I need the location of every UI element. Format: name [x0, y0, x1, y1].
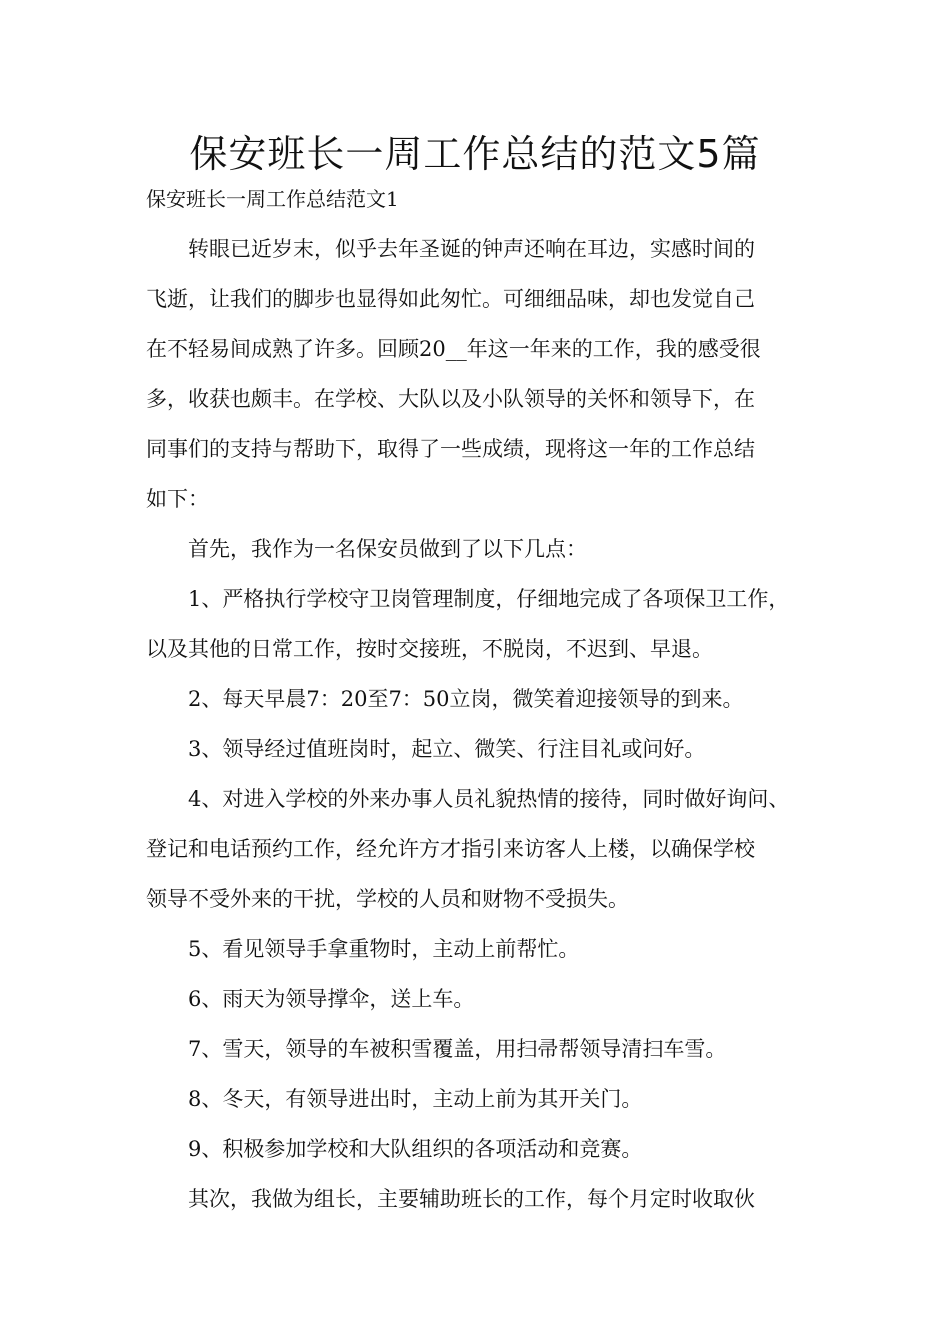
list-item-line: 3、领导经过值班岗时，起立、微笑、行注目礼或问好。 — [188, 737, 706, 761]
list-item-line: 6、雨天为领导撑伞，送上车。 — [188, 987, 475, 1011]
document-title: 保安班长一周工作总结的范文5篇 — [189, 132, 761, 176]
paragraph-line: 其次，我做为组长，主要辅助班长的工作，每个月定时收取伙 — [188, 1187, 755, 1211]
list-item-line: 2、每天早晨7：20至7：50立岗，微笑着迎接领导的到来。 — [188, 687, 744, 711]
list-item-line: 领导不受外来的干扰，学校的人员和财物不受损失。 — [146, 887, 629, 911]
paragraph-line: 在不轻易间成熟了许多。回顾20__年这一年来的工作，我的感受很 — [146, 337, 761, 361]
paragraph-line: 飞逝，让我们的脚步也显得如此匆忙。可细细品味，却也发觉自己 — [146, 287, 755, 311]
list-item-line: 1、严格执行学校守卫岗管理制度，仔细地完成了各项保卫工作， — [188, 587, 790, 611]
list-item-line: 登记和电话预约工作，经允许方才指引来访客人上楼，以确保学校 — [146, 837, 755, 861]
paragraph-line: 首先，我作为一名保安员做到了以下几点： — [188, 537, 587, 561]
list-item-line: 5、看见领导手拿重物时，主动上前帮忙。 — [188, 937, 580, 961]
list-item-line: 7、雪天，领导的车被积雪覆盖，用扫帚帮领导清扫车雪。 — [188, 1037, 727, 1061]
section-heading: 保安班长一周工作总结范文1 — [146, 187, 399, 211]
paragraph-line: 转眼已近岁末，似乎去年圣诞的钟声还响在耳边，实感时间的 — [188, 237, 755, 261]
paragraph-line: 同事们的支持与帮助下，取得了一些成绩，现将这一年的工作总结 — [146, 437, 755, 461]
list-item-line: 9、积极参加学校和大队组织的各项活动和竞赛。 — [188, 1137, 643, 1161]
paragraph-line: 多，收获也颇丰。在学校、大队以及小队领导的关怀和领导下，在 — [146, 387, 755, 411]
list-item-line: 4、对进入学校的外来办事人员礼貌热情的接待，同时做好询问、 — [188, 787, 790, 811]
list-item-line: 以及其他的日常工作，按时交接班，不脱岗，不迟到、早退。 — [146, 637, 713, 661]
list-item-line: 8、冬天，有领导进出时，主动上前为其开关门。 — [188, 1087, 643, 1111]
paragraph-line: 如下： — [146, 487, 209, 511]
